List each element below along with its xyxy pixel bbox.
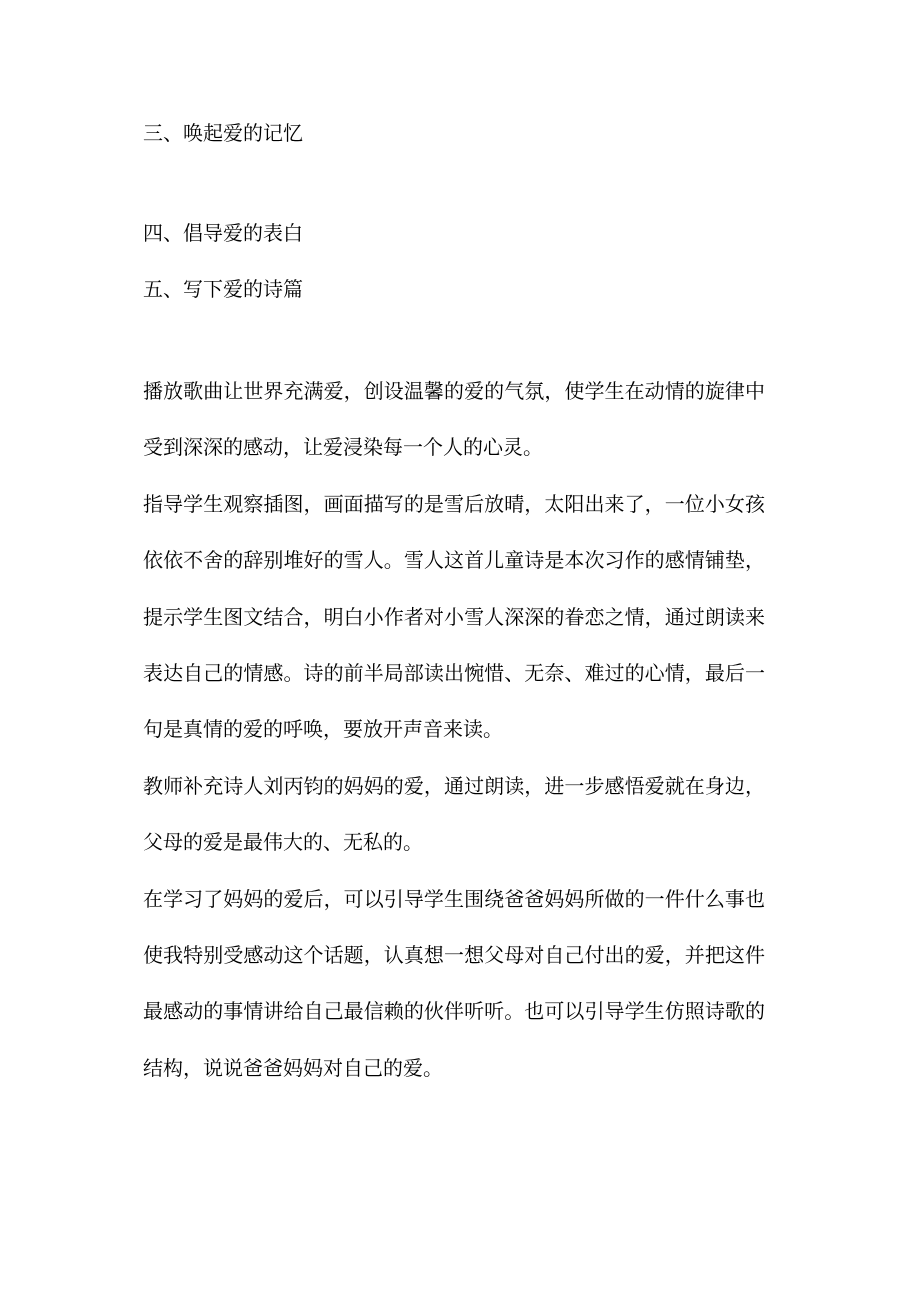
text-line: 句是真情的爱的呼唤，要放开声音来读。	[143, 717, 503, 741]
text-line: 受到深深的感动，让爱浸染每一个人的心灵。	[143, 435, 543, 459]
section-heading-5: 五、写下爱的诗篇	[143, 277, 303, 301]
text-line: 使我特别受感动这个话题，认真想一想父母对自己付出的爱，并把这件	[143, 943, 765, 967]
text-line: 父母的爱是最伟大的、无私的。	[143, 830, 423, 854]
text-line: 指导学生观察插图，画面描写的是雪后放晴，太阳出来了，一位小女孩	[143, 492, 765, 516]
text-line: 依依不舍的辞别堆好的雪人。雪人这首儿童诗是本次习作的感情铺垫，	[143, 548, 765, 572]
text-line: 表达自己的情感。诗的前半局部读出惋惜、无奈、难过的心情，最后一	[143, 661, 765, 685]
section-heading-3: 三、唤起爱的记忆	[143, 121, 303, 145]
text-line: 提示学生图文结合，明白小作者对小雪人深深的眷恋之情，通过朗读来	[143, 605, 765, 629]
text-line: 播放歌曲让世界充满爱，创设温馨的爱的气氛，使学生在动情的旋律中	[143, 379, 765, 403]
text-line: 最感动的事情讲给自己最信赖的伙伴听听。也可以引导学生仿照诗歌的	[143, 999, 765, 1023]
text-line: 教师补充诗人刘丙钧的妈妈的爱，通过朗读，进一步感悟爱就在身边，	[143, 774, 765, 798]
text-line: 结构，说说爸爸妈妈对自己的爱。	[143, 1056, 443, 1080]
text-line: 在学习了妈妈的爱后，可以引导学生围绕爸爸妈妈所做的一件什么事也	[143, 887, 765, 911]
section-heading-4: 四、倡导爱的表白	[143, 221, 303, 245]
